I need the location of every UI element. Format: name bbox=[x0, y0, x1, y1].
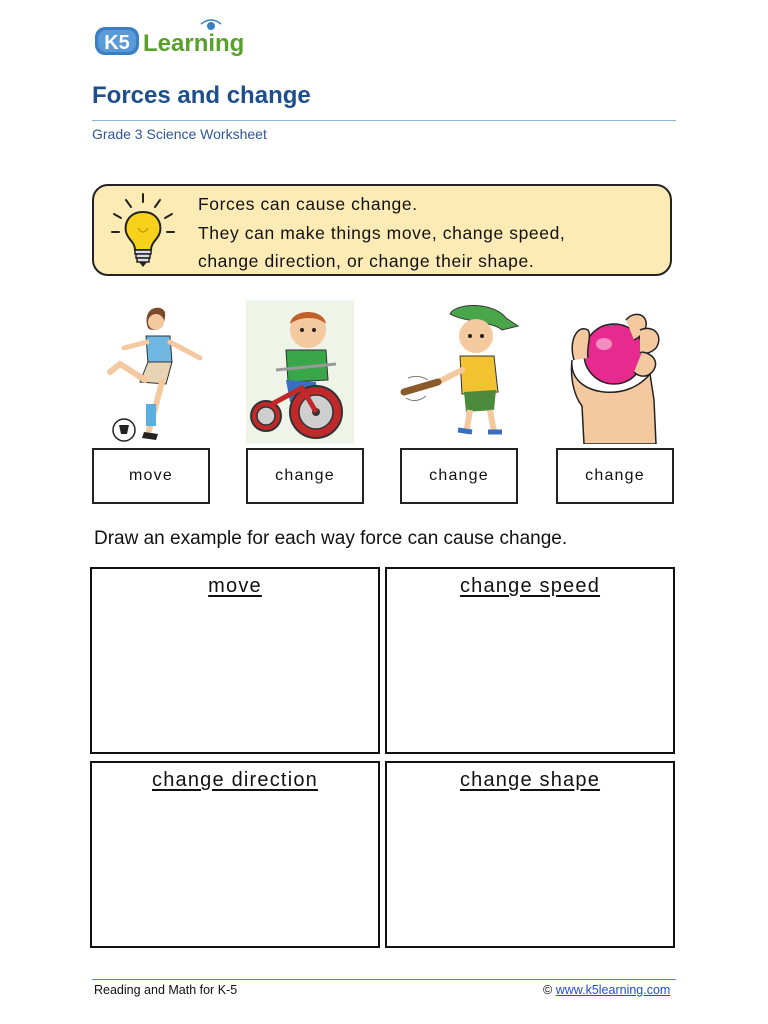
draw-box-label: move bbox=[208, 575, 262, 597]
info-text bbox=[198, 190, 565, 276]
word-box: change bbox=[246, 448, 364, 504]
k5-learning-logo bbox=[93, 18, 255, 60]
light-bulb-icon bbox=[108, 192, 178, 270]
info-line: Forces can cause change. bbox=[198, 194, 418, 214]
footer-copyright bbox=[543, 983, 670, 997]
instruction-text: Draw an example for each way force can cause change. bbox=[94, 528, 568, 549]
header-divider bbox=[92, 120, 676, 121]
hand-squeezing-ball-image bbox=[564, 300, 670, 444]
page-title: Forces and change bbox=[92, 82, 311, 109]
draw-box-label: change direction bbox=[152, 769, 318, 791]
draw-box-move[interactable] bbox=[90, 567, 380, 754]
boy-on-tricycle-image bbox=[246, 300, 354, 444]
info-line: They can make things move, change speed, bbox=[198, 222, 566, 243]
draw-box-change-direction[interactable] bbox=[90, 761, 380, 948]
svg-text:K5: K5 bbox=[104, 32, 130, 54]
info-line: change direction, or change their shape. bbox=[198, 251, 535, 271]
word-box: move bbox=[92, 448, 210, 504]
page-subtitle: Grade 3 Science Worksheet bbox=[92, 126, 267, 142]
girl-kicking-ball-image bbox=[100, 300, 210, 444]
draw-box-label: change speed bbox=[459, 575, 601, 597]
draw-box-change-shape[interactable] bbox=[385, 761, 675, 948]
footer-divider bbox=[92, 979, 676, 980]
draw-box-label: change shape bbox=[459, 769, 601, 791]
footer-website-link[interactable]: www.k5learning.com bbox=[555, 983, 671, 997]
footer-tagline: Reading and Math for K-5 bbox=[94, 983, 238, 997]
draw-box-change-speed[interactable] bbox=[385, 567, 675, 754]
word-box: change bbox=[400, 448, 518, 504]
svg-text:Learning: Learning bbox=[143, 30, 245, 57]
boy-swinging-bat-image bbox=[398, 300, 524, 444]
word-box: change bbox=[556, 448, 674, 504]
copyright-symbol: © bbox=[543, 983, 553, 997]
